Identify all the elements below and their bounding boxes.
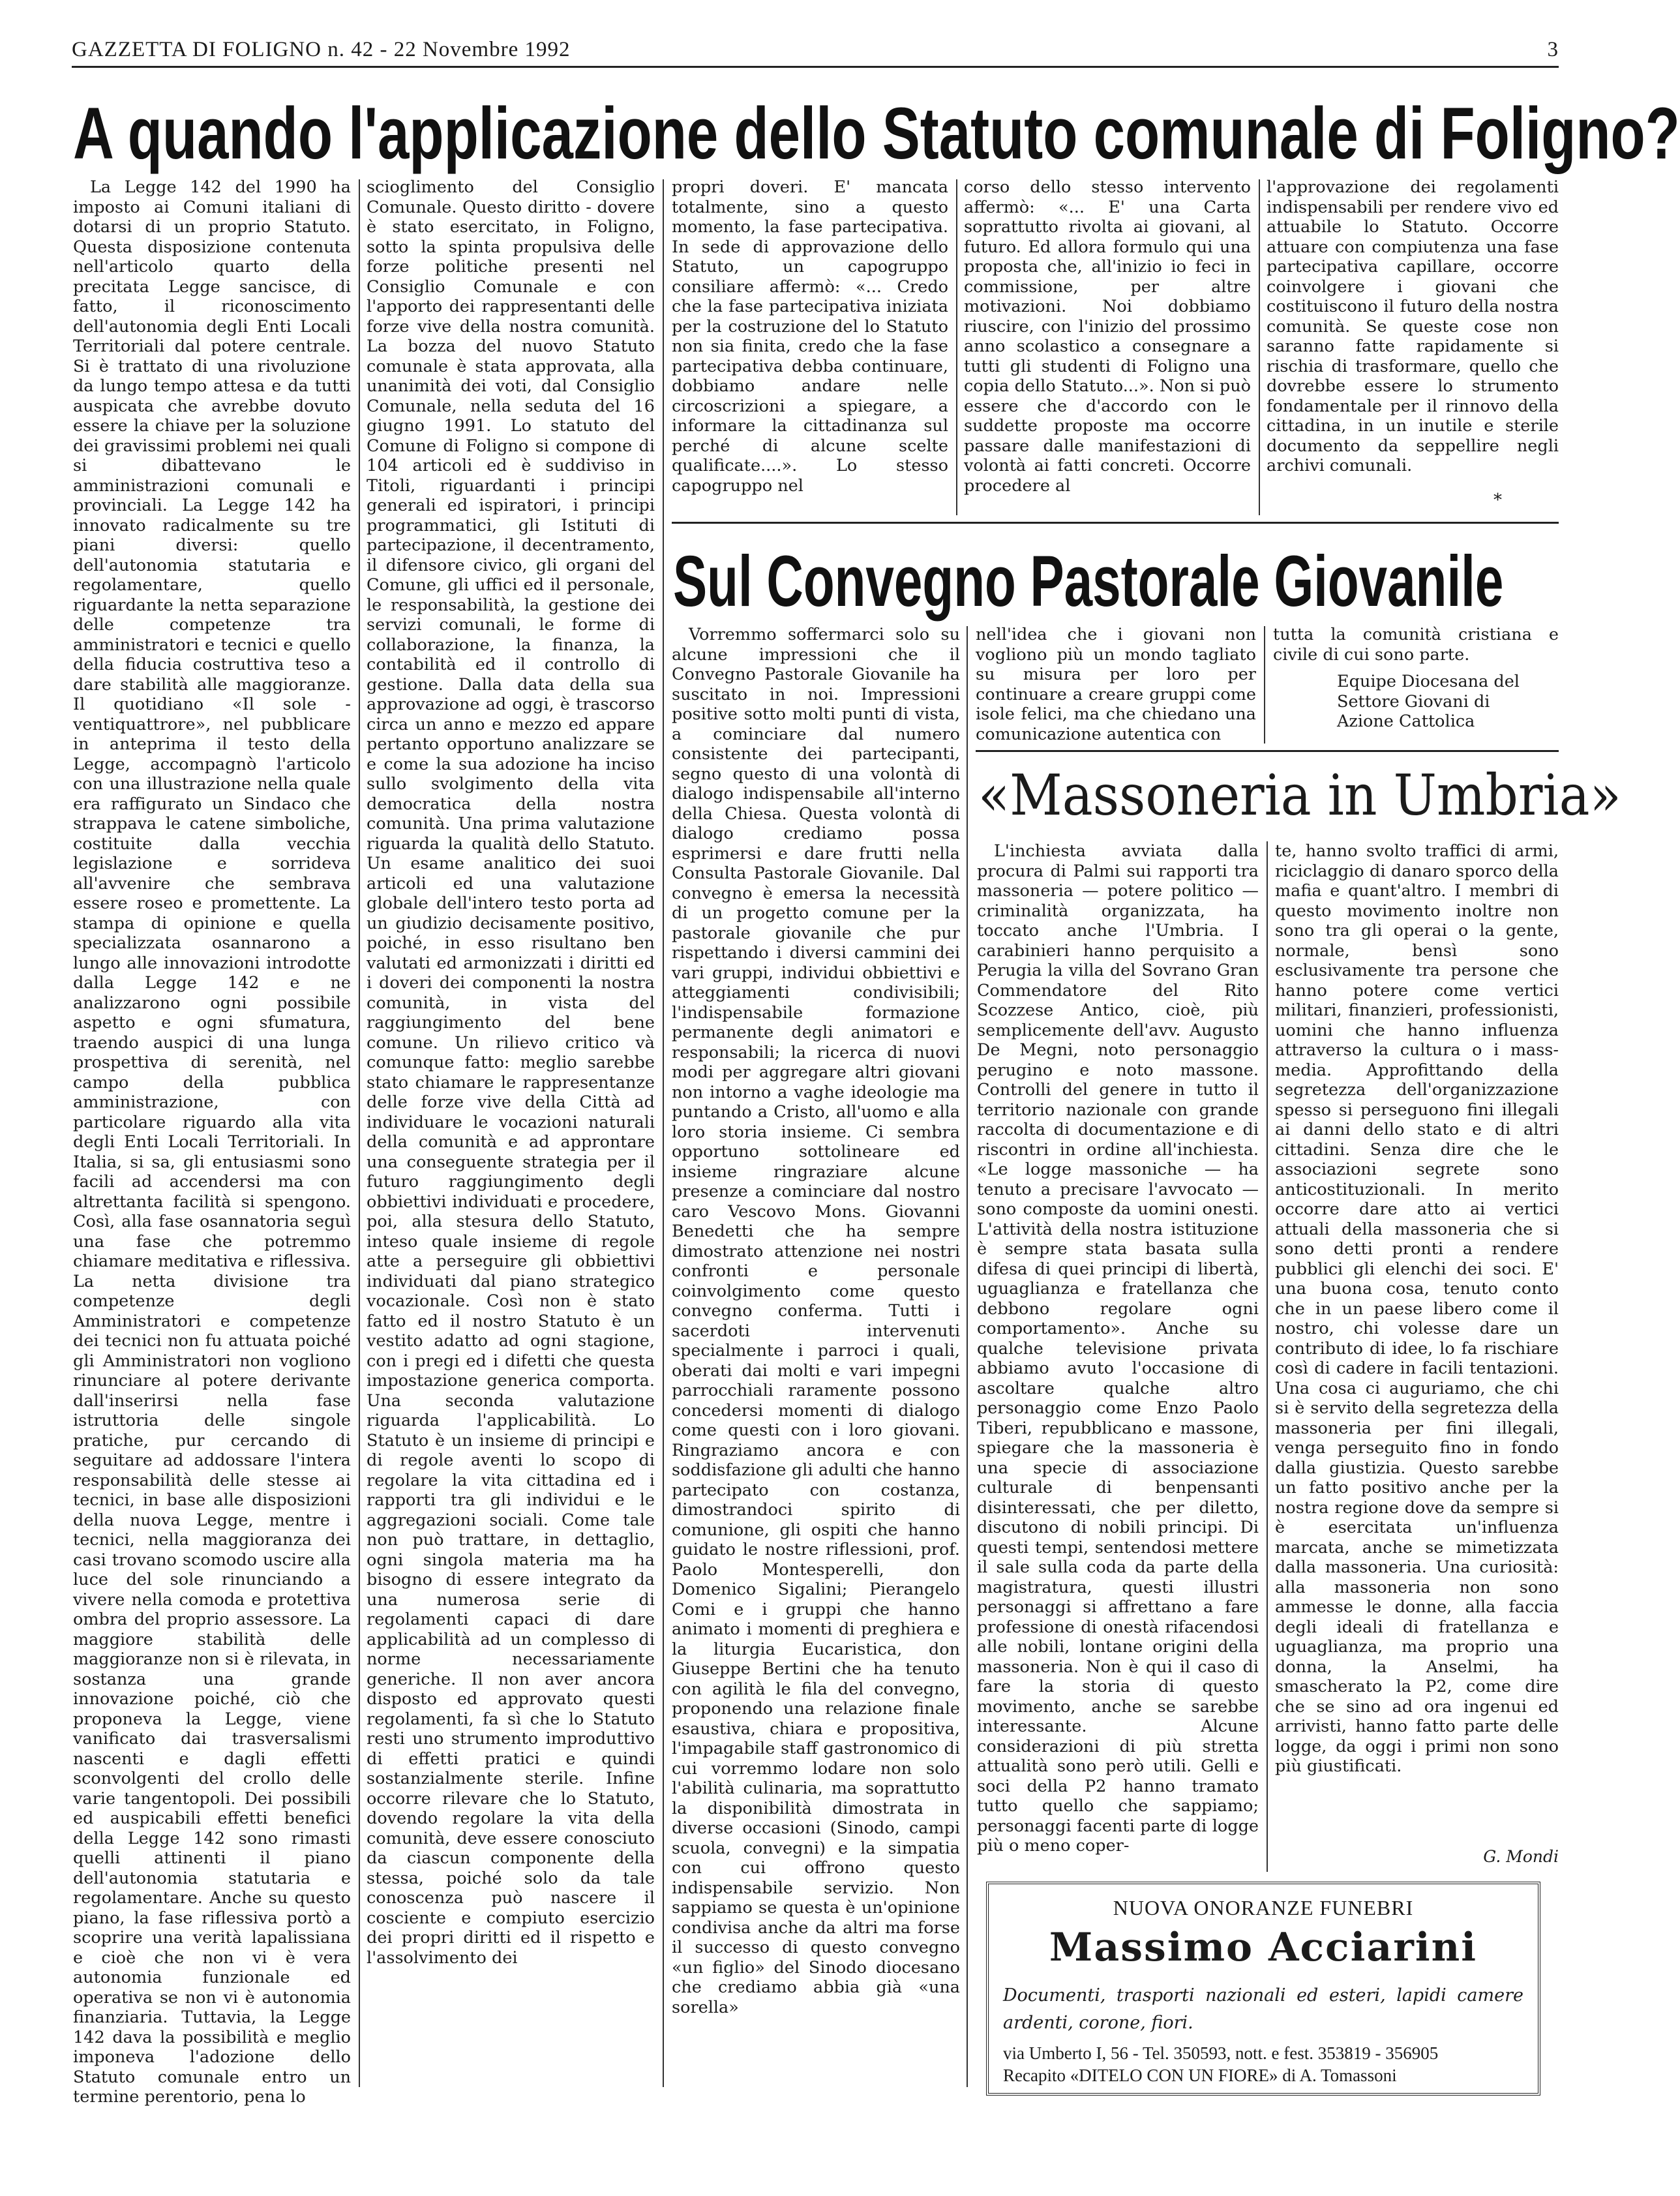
ad-kicker: NUOVA ONORANZE FUNEBRI: [1113, 1896, 1414, 1919]
article1-column-2: [367, 177, 655, 2088]
ad-address-block: [1003, 2042, 1526, 2086]
article2-column-3: [1273, 625, 1559, 670]
article1-text-5: l'approvazione dei regolamenti indispensabili per rendere vivo ed attuabile lo Statuto. Occorre attuare con compiutenza una fase partecipativa capillare, occorre coinvolgere i giovani che costituiscono il futuro della nostra comunità. Se queste cose non saranno fatte rapidamente si rischia di trasformare, quello che dovrebbe essere lo strumento fondamentale per il rinnovo della cittadina, in un inutile e sterile documento da seppellire negli archivi comunali.: [1267, 177, 1559, 475]
section-rule: [976, 750, 1559, 752]
article1-column-3: [672, 177, 948, 517]
article2-text-3: tutta la comunità cristiana e civile di cui sono parte.: [1273, 625, 1559, 665]
article1-column-1: [73, 177, 351, 2107]
article2-text-2: nell'idea che i giovani non vogliono più un mondo tagliato su misura per loro per continuare a creare gruppi come isole felici, ma che chiedano una comunicazione autentica con: [976, 625, 1256, 744]
ad-address: via Umberto I, 56 - Tel. 350593, nott. e fest. 353819 - 356905: [1003, 2043, 1439, 2063]
article2-text-1: Vorremmo soffermarci solo su alcune impressioni che il Convegno Pastorale Giovanile ha suscitato in noi. Impressioni positive sotto molti punti di vista, a cominciare dal numero consistente dei partecipanti, segno questo di una volontà di dialogo indispensabile all'interno della Chiesa. Questa volontà di dialogo crediamo possa esprimersi e dare frutti nella Consulta Pastorale Giovanile. Dal convegno è emersa la necessità di un progetto comune per la pastorale giovanile che pur rispettando i diversi cammini dei vari gruppi, individui obbiettivi e atteggiamenti condivisibili; l'indispensabile formazione permanente degli animatori e responsabili; la ricerca di nuovi modi per aggregare altri giovani non intorno a vaghe ideologie ma puntando a Cristo, all'uomo e alla loro storia insieme. Ci sembra opportuno sottolineare ed insieme ringraziare alcune presenze a cominciare dal nostro caro Vescovo Mons. Giovanni Benedetti che ha sempre dimostrato attenzione nei nostri confronti e personale coinvolgimento come questo convegno conferma. Tutti i sacerdoti intervenuti specialmente i parroci i quali, oberati dai molti e vari impegni parrocchiali raramente possono concedersi momenti di dialogo come questi con i loro giovani. Ringraziamo ancora e con soddisfazione gli adulti che hanno partecipato con costanza, dimostrandoci spirito di comunione, gli ospiti che hanno guidato le nostre riflessioni, prof. Paolo Montesperelli, don Domenico Sigalini; Pierangelo Comi e i gruppi che hanno animato i momenti di preghiera e la liturgia Eucaristica, don Giuseppe Bertini che ha tenuto con agilità le fila del convegno, proponendo una relazione finale esaustiva, chiara e propositiva, l'impagabile staff gastronomico di cui vorremmo lodare non solo l'abilità culinaria, ma soprattutto la disponibilità dimostrata in diverse occasioni (Sinodo, campi scuola, convegni) e la simpatia con cui offrono questo indispensabile servizio. Non sappiamo se questa è un'opinione condivisa anche da altri ma forse il successo di questo convegno «un figlio» del Sinodo diocesano che crediamo abbia già «una sorella»: [672, 625, 960, 2017]
funeral-services-advertisement: [986, 1882, 1540, 2096]
article3-column-1: [977, 841, 1259, 1872]
article2-headline: Sul Convegno Pastorale Giovanile: [673, 541, 1504, 622]
article-end-mark: *: [1493, 490, 1502, 510]
article3-signature: G. Mondi: [1483, 1847, 1559, 1866]
article2-column-1: [672, 625, 960, 2089]
article2-signature-text: Equipe Diocesana del Settore Giovani di Azione Cattolica: [1337, 672, 1520, 731]
header-rule: [72, 66, 1559, 68]
ad-recapito: Recapito «DITELO CON UN FIORE» di A. Tomassoni: [1003, 2066, 1397, 2085]
article3-column-2: [1275, 841, 1559, 1859]
article1-text-1: La Legge 142 del 1990 ha imposto ai Comuni italiani di dotarsi di un proprio Statuto. Questa disposizione contenuta nell'articolo quarto della precitata Legge sancisce, di fatto, il riconoscimento dell'autonomia degli Enti Locali Territoriali dal potere centrale. Si è trattato di una rivoluzione da lungo tempo attesa e da tutti auspicata che avrebbe dovuto essere la chiave per la soluzione dei gravissimi problemi nei quali si dibattevano le amministrazioni comunali e provinciali. La Legge 142 ha innovato radicalmente su tre piani diversi: quello dell'autonomia statutaria e regolamentare, quello riguardante la netta separazione delle competenze tra amministratori e tecnici e quello della fiducia costruttiva teso a dare stabilità alle maggioranze. Il quotidiano «Il sole - ventiquattrore», nel pubblicare in anteprima il testo della Legge, accompagnò l'articolo con una illustrazione nella quale era raffigurato un Sindaco che strappava le catene simboliche, costituite dalla vecchia legislazione e sorrideva all'avvenire che sembrava essere roseo e promettente. La stampa di opinione e quella specializzata osannarono a lungo alle innovazioni introdotte dalla Legge 142 e ne analizzarono ogni possibile aspetto e ogni sfumatura, traendo auspici di una lunga prospettiva di serenità, nel campo della pubblica amministrazione, con particolare riguardo alla vita degli Enti Locali Territoriali. In Italia, si sa, gli entusiasmi sono facili ad accendersi ma con altrettanta facilità si spengono. Così, alla fase osannatoria seguì una fase che potremmo chiamare meditativa e riflessiva. La netta divisione tra competenze degli Amministratori e competenze dei tecnici non fu attuata poiché gli Amministratori non vogliono rinunciare al potere derivante dall'inserirsi nella fase istruttoria delle singole pratiche, pur cercando di seguitare ad addossare l'intera responsabilità delle stesse ai tecnici, in base alle disposizioni della nuova Legge, mentre i tecnici, nella maggioranza dei casi trovano scomodo uscire alla luce del sole rinunciando a vivere nella comoda e protettiva ombra del proprio assessore. La maggiore stabilità delle maggioranze non si è rilevata, in sostanza una grande innovazione poiché, ciò che proponeva la Legge, viene vanificato dai trasversalismi nascenti e dagli effetti sconvolgenti del crollo delle varie tangentopoli. Dei possibili ed auspicabili effetti benefici della Legge 142 sono rimasti quelli attinenti il piano dell'autonomia statutaria e regolamentare. Anche su questo piano, la fase riflessiva portò a scoprire una verità lapalissiana e cioè che non vi è vera autonomia funzionale ed operativa se non vi è autonomia finanziaria. Tuttavia, la Legge 142 dava la possibilità e meglio imponeva l'adozione dello Statuto comunale entro un termine perentorio, pena lo: [73, 177, 351, 2107]
article2-signature: [1337, 672, 1546, 744]
column-rule: [967, 626, 968, 2087]
article1-headline: A quando l'applicazione dello Statuto comunale di Foligno?: [73, 93, 1680, 174]
column-rule: [663, 179, 664, 2087]
article1-column-4: [964, 177, 1251, 517]
column-rule: [1264, 626, 1265, 744]
article3-headline: «Massoneria in Umbria»: [978, 763, 1621, 828]
article1-text-2: scioglimento del Consiglio Comunale. Questo diritto - dovere è stato esercitato, in Foligno, sotto la spinta propulsiva delle forze politiche presenti nel Consiglio Comunale e con l'apporto dei rappresentanti delle forze vive della nostra comunità. La bozza del nuovo Statuto comunale è stata approvata, alla unanimità dei voti, dal Consiglio Comunale, nella seduta del 16 giugno 1991. Lo statuto del Comune di Foligno si compone di 104 articoli ed è suddiviso in Titoli, riguardanti i principi generali ed ispiratori, i principi programmatici, gli Istituti di partecipazione, il decentramento, il difensore civico, gli organi del Comune, gli uffici ed il personale, le responsabilità, la gestione dei servizi comunali, le forme di collaborazione, la finanza, la contabilità ed il controllo di gestione. Dalla data della sua approvazione ad oggi, è trascorso circa un anno e mezzo ed appare pertanto opportuno analizzare se e come la sua adozione ha inciso sullo svolgimento della vita democratica della nostra comunità. Una prima valutazione riguarda la qualità dello Statuto. Un esame analitico dei suoi articoli ed una valutazione globale dell'intero testo porta ad un giudizio decisamente positivo, poiché, in esso risultano ben valutati ed armonizzati i diritti ed i doveri dei componenti la nostra comunità, in vista del raggiungimento del bene comune. Un rilievo critico và comunque fatto: meglio sarebbe stato chiamare le rappresentanze delle forze vive della Città ad individuare le vocazioni naturali della comunità e ad approntare una conseguente strategia per il futuro raggiungimento degli obbiettivi individuati e procedere, poi, alla stesura dello Statuto, inteso quale insieme di regole atte a perseguire gli obbiettivi individuati dal piano strategico vocazionale. Così non è stato fatto ed il nostro Statuto è un vestito adatto ad ogni stagione, con i pregi ed i difetti che questa impostazione generica comporta. Una seconda valutazione riguarda l'applicabilità. Lo Statuto è un insieme di principi e di regole aventi lo scopo di regolare la vita cittadina ed i rapporti tra gli individui e le aggregazioni sociali. Come tale non può trattare, in dettaglio, ogni singola materia ma ha bisogno di essere integrato da una numerosa serie di regolamenti capaci di dare applicabilità ad un complesso di norme necessariamente generiche. Il non aver ancora disposto ed approvato questi regolamenti, fa sì che lo Statuto resti uno strumento improduttivo di effetti pratici e quindi sostanzialmente sterile. Infine occorre rilevare che lo Statuto, dovendo regolare la vita della comunità, deve essere conosciuto da ciascun componente della stessa, poiché solo da tale conoscenza può nascere il cosciente e compiuto esercizio dei propri diritti ed il rispetto e l'assolvimento dei: [367, 177, 655, 1968]
article1-text-3: propri doveri. E' mancata totalmente, sino a questo momento, la fase partecipativa. In sede di approvazione dello Statuto, un capogruppo consiliare affermò: «... Credo che la fase partecipativa iniziata per la costruzione del lo Statuto non sia finita, credo che la fase partecipativa debba continuare, dobbiamo andare nelle circoscrizioni a spiegare, a informare la cittadinanza sul perché di alcune scelte qualificate....». Lo stesso capogruppo nel: [672, 177, 948, 496]
ad-description: Documenti, trasporti nazionali ed esteri, lapidi camere ardenti, corone, fiori.: [1003, 1985, 1523, 2033]
column-rule: [359, 179, 360, 2087]
column-rule: [1267, 841, 1268, 1872]
newspaper-issue-line: GAZZETTA DI FOLIGNO n. 42 - 22 Novembre 1992: [72, 38, 571, 61]
article3-text-1: L'inchiesta avviata dalla procura di Palmi sui rapporti tra massoneria — potere politico — criminalità organizzata, ha toccato anche l'Umbria. I carabinieri hanno perquisito a Perugia la villa del Sovrano Gran Commendatore del Rito Scozzese Antico, cioè, più semplicemente dell'avv. Augusto De Megni, noto personaggio perugino e noto massone. Controlli del genere in tutto il territorio nazionale con grande raccolta di documentazione e di riscontri in ordine all'inchiesta. «Le logge massoniche — ha tenuto a precisare l'avvocato — sono composte da uomini onesti. L'attività della nostra istituzione è sempre stata basata sulla difesa di quei principi di libertà, uguaglianza e fratellanza che debbono regolare ogni comportamento». Anche su qualche televisione privata abbiamo avuto l'occasione di ascoltare qualche altro personaggio come Enzo Paolo Tiberi, repubblicano e massone, spiegare che la massoneria è una specie di associazione culturale di benpensanti disinteressati, che per diletto, discutono di nobili principi. Di questi tempi, sentendosi mettere il sale sulla coda da parte della magistratura, questi illustri personaggi si affrettano a fare professione di onestà rifacendosi alle nobili, lontane origini della massoneria. Non è qui il caso di fare la storia di questo movimento, anche se sarebbe interessante. Alcune considerazioni di più stretta attualità sono però utili. Gelli e soci della P2 hanno tramato tutto quello che sappiamo; personaggi facenti parte di logge più o meno coper-: [977, 841, 1259, 1856]
column-rule: [1259, 179, 1260, 515]
column-rule: [956, 179, 957, 515]
page-number: 3: [1547, 38, 1559, 61]
article1-text-4: corso dello stesso intervento affermò: «... E' una Carta soprattutto rivolta ai giovani, al futuro. Ed allora formulo qui una proposta che, all'inizio io feci in commissione, per altre motivazioni. Noi dobbiamo riuscire, con l'inizio del prossimo anno scolastico a consegnare a tutti gli studenti di Foligno una copia dello Statuto...». Non si può essere che d'accordo con le suddette proposte ma occorre passare dalle manifestazioni di volontà ai fatti concreti. Occorre procedere al: [964, 177, 1251, 496]
article2-column-2: [976, 625, 1256, 745]
ad-business-name: Massimo Acciarini: [1049, 1925, 1478, 1970]
article3-text-2: te, hanno svolto traffici di armi, riciclaggio di danaro sporco della mafia e quant'altro. I membri di questo movimento inoltre non sono tra gli operai o la gente, normale, bensì sono esclusivamente tra persone che hanno potere come vertici militari, finanzieri, professionisti, uomini che hanno influenza attraverso la cultura o i mass-media. Approfittando della segretezza dell'organizzazione spesso si perseguono fini illegali ai danni dello stato e di altri cittadini. Senza dire che le associazioni segrete sono anticostituzionali. In merito occorre dare atto ai vertici attuali della massoneria che si sono detti pronti a rendere pubblici gli elenchi dei soci. E' una buona cosa, tenuto conto che in un paese libero come il nostro, chi volesse dare un contributo di idee, lo fa rischiare così di cadere in facili tentazioni. Una cosa ci auguriamo, che chi si è servito della segretezza della massoneria per fini illegali, venga perseguito fino in fondo dalla giustizia. Questo sarebbe un fatto positivo anche per la nostra regione dove da sempre si è esercitata un'influenza marcata, anche se mimetizzata dalla massoneria. Una curiosità: alla massoneria non sono ammesse le donne, alla faccia degli ideali di fratellanza e uguaglianza, ma proprio una donna, la Anselmi, ha smascherato la P2, come dire che se sino ad ora ingenui ed arrivisti, hanno fatto parte delle logge, da oggi i primi non sono più giustificati.: [1275, 841, 1559, 1776]
article1-column-5: [1267, 177, 1559, 490]
section-rule: [672, 522, 1559, 524]
running-head: [72, 38, 1559, 69]
